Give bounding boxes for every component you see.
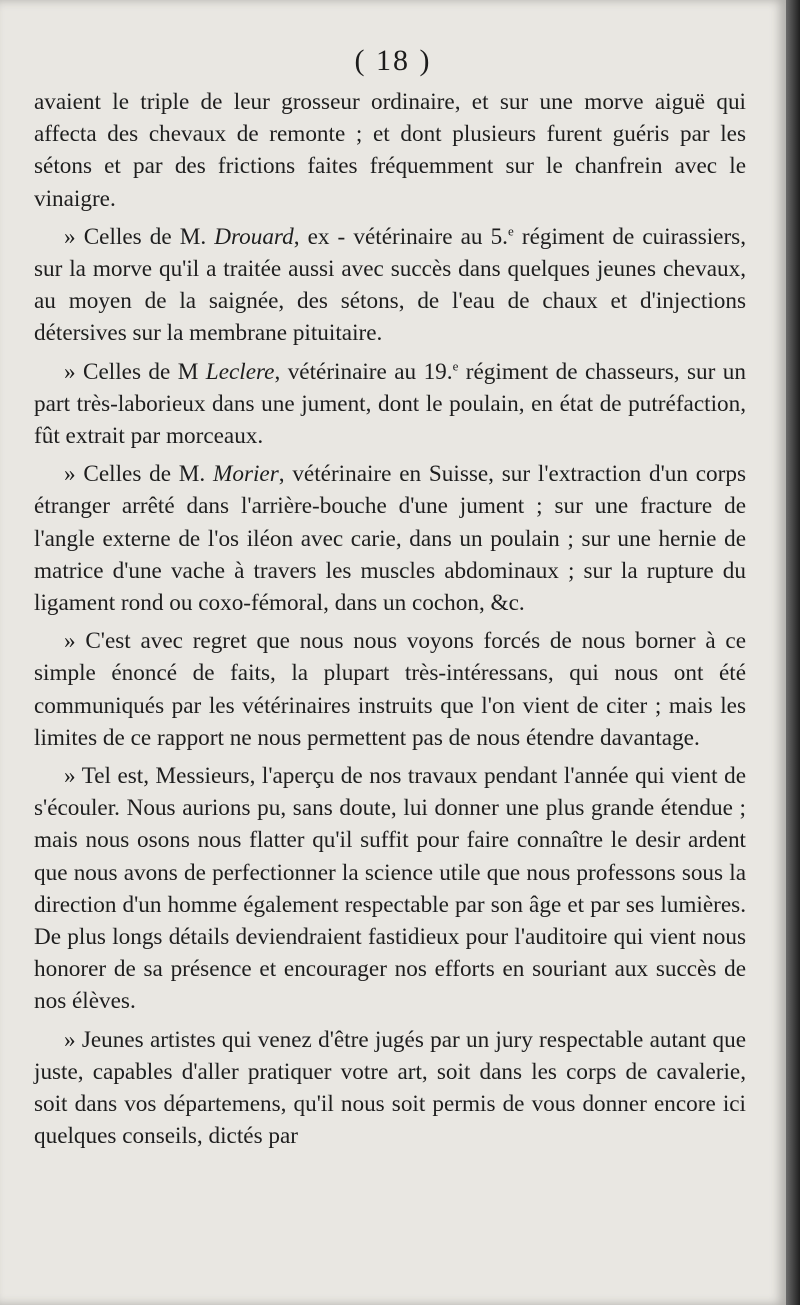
text-run: » C'est avec regret que nous nous voyons forcés de nous borner à ce simple énoncé de faits, la plupart très-intéressans, qui nous ont été communiqués par les vétérinaires instruits que l'on vient de citer ; mais les limites de ce rapport ne nous permettent pas de nous étendre davantage.	[34, 628, 746, 751]
page-edge-shadow	[786, 0, 800, 1305]
text-run: » Jeunes artistes qui venez d'être jugés par un jury respectable autant que juste, capables d'aller pratiquer votre art, soit dans les corps de cavalerie, soit dans vos départemens, qu'il nous soit permis de vous donner encore ici quelques conseils, dictés par	[34, 1026, 746, 1150]
superscript: e	[452, 357, 459, 373]
italic-name: Drouard	[214, 223, 294, 250]
paragraph	[34, 458, 746, 619]
paragraph	[34, 221, 746, 350]
body-text	[34, 86, 746, 1159]
text-run: avaient le triple de leur grosseur ordinaire, et sur une morve aiguë qui affecta des chevaux de remonte ; et dont plusieurs furent guéris par les sétons et par des frictions faites fréquemment sur le chanfrein avec le vinaigre.	[34, 89, 746, 212]
text-run: régiment de cuirassiers, sur la morve qu'il a traitée aussi avec succès dans quelques jeunes chevaux, au moyen de la saignée, des sétons, de l'eau de chaux et d'injections détersives sur la membrane pituitaire.	[34, 223, 746, 347]
paragraph	[34, 1024, 746, 1153]
page-number: ( 18 )	[354, 44, 432, 77]
text-run: » Tel est, Messieurs, l'aperçu de nos travaux pendant l'année qui vient de s'écouler. Nous aurions pu, sans doute, lui donner une plus grande étendue ; mais nous osons nous flatter qu'il suffit pour faire connaître le desir ardent que nous avons de perfectionner la science utile que nous professons sous la direction d'un homme également respectable par son âge et par ses lumières. De plus longs détails deviendraient fastidieux pour l'auditoire qui vient nous honorer de sa présence et encourager nos efforts en souriant aux succès de nos élèves.	[34, 763, 746, 1015]
italic-name: Morier	[213, 461, 279, 488]
text-run: , vétérinaire en Suisse, sur l'extraction d'un corps étranger arrêté dans l'arrière-bouche d'une jument ; sur une fracture de l'angle externe de l'os iléon avec carie, dans un poulain ; sur une hernie de matrice d'une vache à travers les muscles abdominaux ; sur la rupture du ligament rond ou coxo-fémoral, dans un cochon, &c.	[34, 461, 746, 617]
text-run: » Celles de M.	[64, 223, 215, 250]
superscript: e	[507, 223, 514, 239]
italic-name: Leclere	[205, 358, 275, 385]
paragraph	[34, 86, 746, 215]
paragraph	[34, 760, 746, 1018]
paragraph	[34, 625, 746, 754]
paragraph	[34, 356, 746, 453]
text-run: régiment de chasseurs, sur un part très-laborieux dans une jument, dont le poulain, en état de putréfaction, fût extrait par morceaux.	[34, 358, 746, 450]
text-run: , vétérinaire au 19.	[274, 358, 453, 385]
text-run: , ex - vétérinaire au 5.	[293, 223, 508, 250]
text-run: » Celles de M.	[64, 461, 214, 488]
text-run: » Celles de M	[64, 358, 206, 385]
